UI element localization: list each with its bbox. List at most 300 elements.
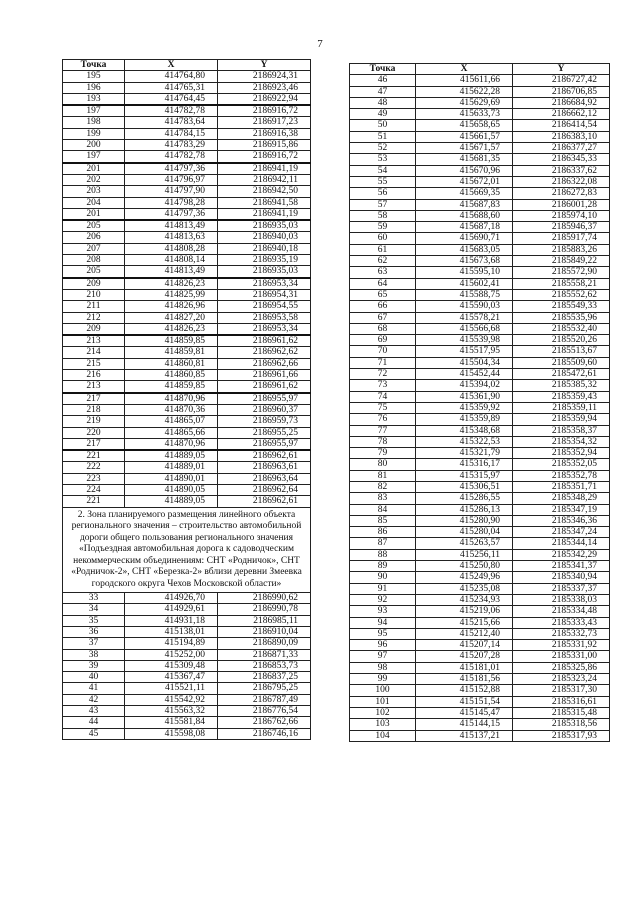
point-cell: 95 [350,628,416,639]
point-cell: 49 [350,109,416,120]
y-cell: 2186942,11 [218,174,311,185]
x-cell: 415673,68 [416,256,513,267]
table-row [350,402,610,413]
x-cell: 415670,96 [416,165,513,176]
y-cell: 2186662,12 [513,109,610,120]
y-cell: 2185332,73 [513,628,610,639]
point-cell: 205 [63,220,125,232]
x-cell: 415348,68 [416,425,513,436]
x-cell: 414929,61 [125,604,218,615]
point-cell: 92 [350,594,416,605]
point-cell: 222 [63,462,125,473]
y-cell: 2186961,66 [218,370,311,381]
header-x: X [416,64,513,75]
y-cell: 2185331,00 [513,651,610,662]
x-cell: 415215,66 [416,617,513,628]
x-cell: 415250,80 [416,561,513,572]
table-row [63,151,311,163]
point-cell: 211 [63,301,125,312]
y-cell: 2185359,11 [513,402,610,413]
x-cell: 415542,92 [125,694,218,705]
y-cell: 2185352,94 [513,448,610,459]
table-row [350,504,610,515]
y-cell: 2185342,29 [513,549,610,560]
point-cell: 224 [63,484,125,495]
y-cell: 2186990,78 [218,604,311,615]
y-cell: 2186955,97 [218,393,311,405]
x-cell: 415359,92 [416,402,513,413]
point-cell: 85 [350,515,416,526]
point-cell: 215 [63,358,125,369]
y-cell: 2186853,73 [218,660,311,671]
point-cell: 206 [63,232,125,243]
x-cell: 414825,99 [125,289,218,300]
point-cell: 80 [350,459,416,470]
x-cell: 414783,29 [125,140,218,151]
x-cell: 415256,11 [416,549,513,560]
y-cell: 2185946,37 [513,222,610,233]
y-cell: 2186890,09 [218,638,311,649]
y-cell: 2186961,62 [218,381,311,393]
y-cell: 2186955,25 [218,427,311,438]
point-cell: 39 [63,660,125,671]
x-cell: 414931,18 [125,615,218,626]
point-cell: 45 [63,728,125,739]
point-cell: 193 [63,93,125,105]
x-cell: 414827,20 [125,312,218,323]
header-y: Y [513,64,610,75]
x-cell: 414813,49 [125,220,218,232]
table-row [63,117,311,128]
table-row [63,301,311,312]
x-cell: 415452,44 [416,369,513,380]
point-cell: 84 [350,504,416,515]
y-cell: 2185917,74 [513,233,610,244]
x-cell: 415194,89 [125,638,218,649]
table-row [63,186,311,197]
y-cell: 2185352,05 [513,459,610,470]
y-cell: 2185513,67 [513,346,610,357]
point-cell: 47 [350,86,416,97]
x-cell: 414889,01 [125,462,218,473]
x-cell: 415322,53 [416,436,513,447]
x-cell: 415690,71 [416,233,513,244]
y-cell: 2185347,19 [513,504,610,515]
point-cell: 86 [350,527,416,538]
y-cell: 2186962,64 [218,484,311,495]
header-x: X [125,60,218,71]
y-cell: 2185333,43 [513,617,610,628]
x-cell: 414798,28 [125,197,218,208]
x-cell: 414765,31 [125,82,218,93]
point-cell: 223 [63,473,125,484]
point-cell: 210 [63,289,125,300]
table-row [350,436,610,447]
table-row [350,459,610,470]
coordinates-table-right [349,63,610,742]
table-row [350,527,610,538]
point-cell: 102 [350,707,416,718]
table-row [350,685,610,696]
table-row [63,71,311,82]
point-cell: 66 [350,301,416,312]
x-cell: 414889,05 [125,496,218,507]
point-cell: 203 [63,186,125,197]
table-row [350,233,610,244]
table-row [63,174,311,185]
table-row [350,278,610,289]
point-cell: 201 [63,208,125,220]
x-cell: 415137,21 [416,730,513,741]
table-row [63,462,311,473]
table-row [63,323,311,335]
point-cell: 73 [350,380,416,391]
x-cell: 415219,06 [416,606,513,617]
point-cell: 70 [350,346,416,357]
table-row [350,267,610,278]
x-cell: 415144,15 [416,719,513,730]
table-row [63,427,311,438]
point-cell: 53 [350,154,416,165]
y-cell: 2186910,04 [218,626,311,637]
point-cell: 40 [63,672,125,683]
x-cell: 415207,28 [416,651,513,662]
x-cell: 414926,70 [125,593,218,604]
point-cell: 205 [63,266,125,278]
y-cell: 2186962,61 [218,450,311,462]
y-cell: 2186940,03 [218,232,311,243]
point-cell: 59 [350,222,416,233]
y-cell: 2186942,50 [218,186,311,197]
y-cell: 2186762,66 [218,717,311,728]
point-cell: 207 [63,243,125,254]
x-cell: 415235,08 [416,583,513,594]
header-point: Точка [63,60,125,71]
x-cell: 414826,23 [125,278,218,290]
table-row [350,143,610,154]
x-cell: 414860,81 [125,358,218,369]
x-cell: 415563,32 [125,706,218,717]
point-cell: 209 [63,323,125,335]
y-cell: 2185520,26 [513,335,610,346]
table-row [350,651,610,662]
table-row [63,660,311,671]
table-row [350,493,610,504]
y-cell: 2185317,30 [513,685,610,696]
table-row [350,120,610,131]
x-cell: 414782,78 [125,151,218,163]
y-cell: 2186272,83 [513,188,610,199]
x-cell: 414784,15 [125,128,218,139]
x-cell: 415595,10 [416,267,513,278]
point-cell: 52 [350,143,416,154]
table-row [350,165,610,176]
table-row [350,289,610,300]
table-row [350,617,610,628]
y-cell: 2185535,96 [513,312,610,323]
y-cell: 2186345,33 [513,154,610,165]
y-cell: 2185344,14 [513,538,610,549]
point-cell: 91 [350,583,416,594]
point-cell: 204 [63,197,125,208]
point-cell: 196 [63,82,125,93]
table-row [63,450,311,462]
point-cell: 37 [63,638,125,649]
table-row [63,93,311,105]
x-cell: 415611,66 [416,75,513,86]
y-cell: 2186953,58 [218,312,311,323]
table-row [63,438,311,450]
x-cell: 415578,21 [416,312,513,323]
y-cell: 2186941,19 [218,208,311,220]
table-row [63,626,311,637]
point-cell: 64 [350,278,416,289]
y-cell: 2185352,78 [513,470,610,481]
x-cell: 414826,96 [125,301,218,312]
x-cell: 414764,80 [125,71,218,82]
table-row [350,210,610,221]
table-row [63,381,311,393]
x-cell: 415207,14 [416,640,513,651]
y-cell: 2185883,26 [513,244,610,255]
point-cell: 76 [350,414,416,425]
x-cell: 414859,85 [125,335,218,347]
point-cell: 212 [63,312,125,323]
table-row [63,416,311,427]
y-cell: 2186962,66 [218,358,311,369]
x-cell: 415367,47 [125,672,218,683]
table-row [350,662,610,673]
point-cell: 44 [63,717,125,728]
table-row [63,266,311,278]
y-cell: 2186795,25 [218,683,311,694]
table-row [350,696,610,707]
table-row [350,188,610,199]
x-cell: 415687,18 [416,222,513,233]
y-cell: 2186941,58 [218,197,311,208]
x-cell: 415581,84 [125,717,218,728]
table-row [63,335,311,347]
point-cell: 65 [350,289,416,300]
point-cell: 219 [63,416,125,427]
x-cell: 415681,35 [416,154,513,165]
point-cell: 68 [350,323,416,334]
point-cell: 41 [63,683,125,694]
x-cell: 415152,88 [416,685,513,696]
x-cell: 415539,98 [416,335,513,346]
point-cell: 198 [63,117,125,128]
header-y: Y [218,60,311,71]
table-row [350,97,610,108]
table-row [63,163,311,175]
x-cell: 414870,36 [125,404,218,415]
table-row [350,549,610,560]
point-cell: 36 [63,626,125,637]
point-cell: 99 [350,674,416,685]
y-cell: 2185315,48 [513,707,610,718]
table-row [350,674,610,685]
y-cell: 2186922,94 [218,93,311,105]
point-cell: 87 [350,538,416,549]
point-cell: 221 [63,450,125,462]
table-row [63,393,311,405]
y-cell: 2186962,61 [218,496,311,507]
x-cell: 414797,36 [125,163,218,175]
x-cell: 415234,93 [416,594,513,605]
x-cell: 414865,07 [125,416,218,427]
table-row [63,484,311,495]
table-row [350,176,610,187]
y-cell: 2186337,62 [513,165,610,176]
x-cell: 414859,85 [125,381,218,393]
y-cell: 2185337,37 [513,583,610,594]
y-cell: 2186001,28 [513,199,610,210]
point-cell: 48 [350,97,416,108]
point-cell: 94 [350,617,416,628]
point-cell: 221 [63,496,125,507]
table-row [350,719,610,730]
table-row [350,131,610,142]
table-row [63,208,311,220]
x-cell: 415517,95 [416,346,513,357]
header-point: Точка [350,64,416,75]
y-cell: 2185849,22 [513,256,610,267]
table-row [350,312,610,323]
x-cell: 414796,97 [125,174,218,185]
y-cell: 2185338,03 [513,594,610,605]
point-cell: 62 [350,256,416,267]
point-cell: 100 [350,685,416,696]
x-cell: 415683,05 [416,244,513,255]
y-cell: 2185532,40 [513,323,610,334]
table-row [63,358,311,369]
point-cell: 104 [350,730,416,741]
point-cell: 58 [350,210,416,221]
x-cell: 415138,01 [125,626,218,637]
table-row [350,730,610,741]
x-cell: 415252,00 [125,649,218,660]
table-row [63,232,311,243]
y-cell: 2185549,33 [513,301,610,312]
x-cell: 415316,17 [416,459,513,470]
x-cell: 415661,57 [416,131,513,142]
table-row [350,244,610,255]
y-cell: 2185340,94 [513,572,610,583]
table-row [350,561,610,572]
table-row [350,154,610,165]
x-cell: 415504,34 [416,357,513,368]
y-cell: 2186961,62 [218,335,311,347]
table-row [63,140,311,151]
point-cell: 61 [350,244,416,255]
table-row [350,380,610,391]
point-cell: 82 [350,481,416,492]
x-cell: 415658,65 [416,120,513,131]
table-row [350,222,610,233]
table-row [63,473,311,484]
y-cell: 2186915,86 [218,140,311,151]
point-cell: 69 [350,335,416,346]
point-cell: 43 [63,706,125,717]
point-cell: 56 [350,188,416,199]
y-cell: 2186990,62 [218,593,311,604]
y-cell: 2185472,61 [513,369,610,380]
zone-title: 2. Зона планируемого размещения линейного объекта регионального значения – строительство автомобильной дороги общего пользования регионального значения «Подъездная автомобильная дорога к садоводческим некоммерческим объединениям: СНТ «Родничок», СНТ «Родничок-2», СНТ «Березка-2» вблизи деревни Змеевка городского округа Чехов Московской области» [63,507,311,593]
y-cell: 2186871,33 [218,649,311,660]
table-row [63,604,311,615]
x-cell: 415280,90 [416,515,513,526]
y-cell: 2185331,92 [513,640,610,651]
x-cell: 414808,28 [125,243,218,254]
x-cell: 414782,78 [125,105,218,117]
x-cell: 415588,75 [416,289,513,300]
table-row [350,256,610,267]
table-row [63,496,311,507]
x-cell: 415671,57 [416,143,513,154]
x-cell: 415286,13 [416,504,513,515]
y-cell: 2186962,62 [218,347,311,358]
y-cell: 2186953,34 [218,278,311,290]
x-cell: 414813,49 [125,266,218,278]
table-row [350,109,610,120]
table-row [350,707,610,718]
point-cell: 57 [350,199,416,210]
table-row [350,538,610,549]
point-cell: 55 [350,176,416,187]
x-cell: 414797,90 [125,186,218,197]
x-cell: 415181,56 [416,674,513,685]
x-cell: 414889,05 [125,450,218,462]
table-row [63,706,311,717]
point-cell: 202 [63,174,125,185]
x-cell: 415309,48 [125,660,218,671]
x-cell: 415394,02 [416,380,513,391]
y-cell: 2185316,61 [513,696,610,707]
x-cell: 415181,01 [416,662,513,673]
table-row [63,694,311,705]
table-row [350,481,610,492]
x-cell: 415306,51 [416,481,513,492]
table-row [350,448,610,459]
y-cell: 2186414,54 [513,120,610,131]
y-cell: 2186963,61 [218,462,311,473]
y-cell: 2186837,25 [218,672,311,683]
x-cell: 414860,85 [125,370,218,381]
y-cell: 2186940,18 [218,243,311,254]
point-cell: 71 [350,357,416,368]
y-cell: 2186955,97 [218,438,311,450]
y-cell: 2185317,93 [513,730,610,741]
table-header-row [350,64,610,75]
y-cell: 2185385,32 [513,380,610,391]
table-row [63,404,311,415]
page-number: 7 [317,38,323,50]
x-cell: 415263,57 [416,538,513,549]
point-cell: 74 [350,391,416,402]
y-cell: 2186935,03 [218,266,311,278]
x-cell: 414783,64 [125,117,218,128]
table-row [63,347,311,358]
y-cell: 2186684,92 [513,97,610,108]
point-cell: 83 [350,493,416,504]
x-cell: 414797,36 [125,208,218,220]
x-cell: 414870,96 [125,393,218,405]
x-cell: 414859,81 [125,347,218,358]
y-cell: 2185558,21 [513,278,610,289]
point-cell: 195 [63,71,125,82]
table-row [63,243,311,254]
table-row [350,425,610,436]
